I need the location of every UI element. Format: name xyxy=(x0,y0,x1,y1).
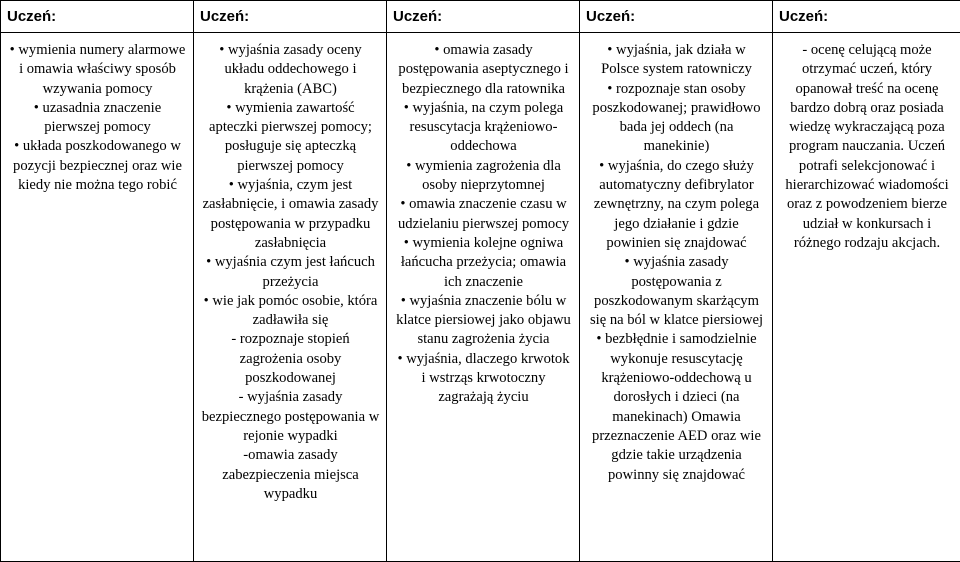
cell-text: - ocenę celującą może otrzymać uczeń, który opanował treść na ocenę bardzo dobrą oraz posiada wiedzę wykraczającą poza program nauczania. Uczeń potrafi selekcjonować i hierarchizować wiadomości oraz z powodzeniem bierze udział w konkursach i różnego rodzaju akcjach. xyxy=(780,41,954,253)
table-cell xyxy=(580,33,773,562)
table-cell xyxy=(194,33,387,562)
table-row xyxy=(1,33,960,562)
table-cell xyxy=(387,33,580,562)
column-header: Uczeń: xyxy=(580,1,773,33)
table-cell xyxy=(773,33,960,562)
cell-text: • wyjaśnia, jak działa w Polsce system ratowniczy • rozpoznaje stan osoby poszkodowanej; prawidłowo bada jej oddech (na manekinie) • wyjaśnia, do czego służy automatyczny defibrylator zewnętrzny, na czym polega jego działanie i gdzie powinien się znajdować • wyjaśnia zasady postępowania z poszkodowanym skarżącym się na ból w klatce piersiowej • bezbłędnie i samodzielnie wykonuje resuscytację krążeniowo-oddechową u dorosłych i dzieci (na manekinach) Omawia przeznaczenie AED oraz wie gdzie takie urządzenia powinny się znajdować xyxy=(587,41,766,485)
cell-text: • omawia zasady postępowania aseptycznego i bezpiecznego dla ratownika • wyjaśnia, na czym polega resuscytacja krążeniowo-oddechowa • wymienia zagrożenia dla osoby nieprzytomnej • omawia znaczenie czasu w udzielaniu pierwszej pomocy • wymienia kolejne ogniwa łańcucha przeżycia; omawia ich znaczenie • wyjaśnia znaczenie bólu w klatce piersiowej jako objawu stanu zagrożenia życia • wyjaśnia, dlaczego krwotok i wstrząs krwotoczny zagrażają życiu xyxy=(394,41,573,408)
column-header: Uczeń: xyxy=(387,1,580,33)
column-header: Uczeń: xyxy=(773,1,960,33)
column-header: Uczeń: xyxy=(1,1,194,33)
table-cell xyxy=(1,33,194,562)
column-header: Uczeń: xyxy=(194,1,387,33)
cell-text: • wyjaśnia zasady oceny układu oddechowego i krążenia (ABC) • wymienia zawartość apteczki pierwszej pomocy; posługuje się apteczką pierwszej pomocy • wyjaśnia, czym jest zasłabnięcie, i omawia zasady postępowania w przypadku zasłabnięcia • wyjaśnia czym jest łańcuch przeżycia • wie jak pomóc osobie, która zadławiła się - rozpoznaje stopień zagrożenia osoby poszkodowanej - wyjaśnia zasady bezpiecznego postępowania w rejonie wypadki -omawia zasady zabezpieczenia miejsca wypadku xyxy=(201,41,380,504)
header-row xyxy=(1,1,960,33)
cell-text: • wymienia numery alarmowe i omawia właściwy sposób wzywania pomocy • uzasadnia znaczenie pierwszej pomocy • układa poszkodowanego w pozycji bezpiecznej oraz wie kiedy nie można tego robić xyxy=(8,41,187,195)
